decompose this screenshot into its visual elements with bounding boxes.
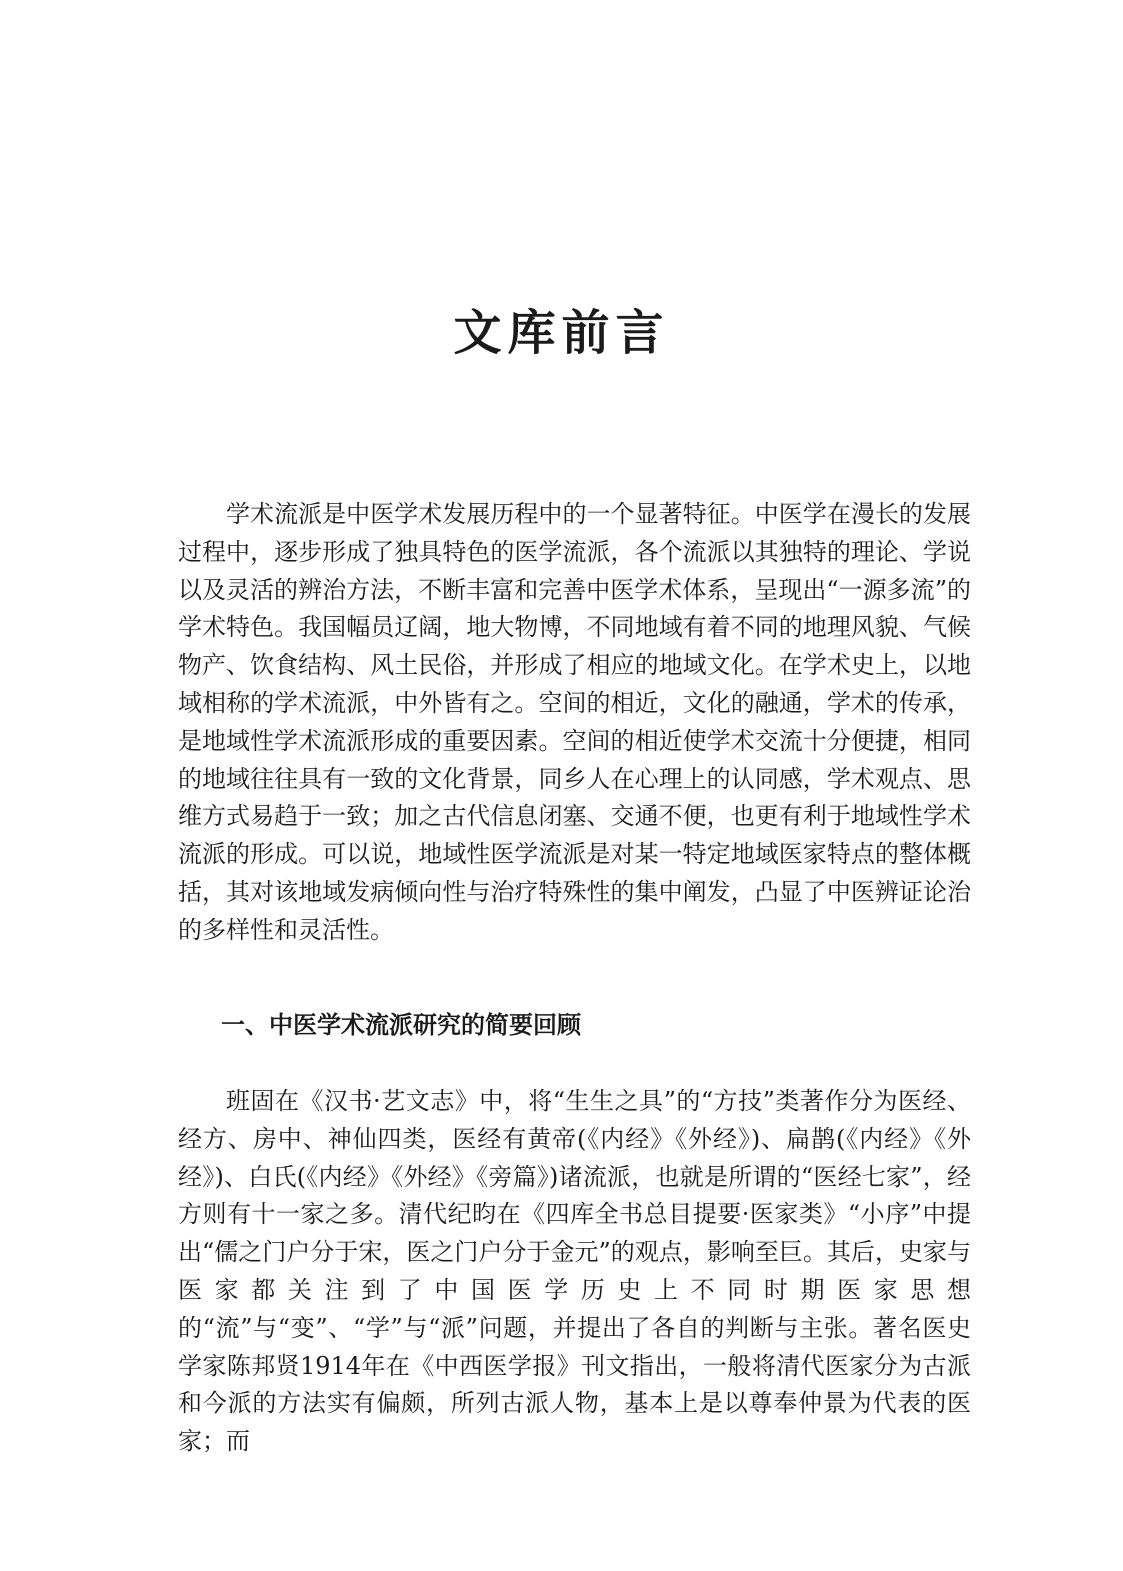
paragraph-history: 班固在《汉书·艺文志》中，将“生生之具”的“方技”类著作分为医经、经方、房中、神仙四类，医经有黄帝(《内经》《外经》)、扁鹊(《内经》《外经》)、白氏(《内经》《外经》《旁篇》)诸流派，也就是所谓的“医经七家”，经方则有十一家之多。清代纪昀在《四库全书总目提要·医家类》“小序”中提出“儒之门户分于宋，医之门户分于金元”的观点，影响至巨。其后，史家与医家都关注到了中国医学历史上不同时期医家思想的“流”与“变”、“学”与“派”问题，并提出了各自的判断与主张。著名医史学家陈邦贤1914年在《中西医学报》刊文指出，一般将清代医家分为古派和今派的方法实有偏颇，所列古派人物，基本上是以尊奉仲景为代表的医家；而 [178, 1087, 971, 1456]
section-heading: 一、中医学术流派研究的简要回顾 [221, 1011, 581, 1039]
paragraph-intro: 学术流派是中医学术发展历程中的一个显著特征。中医学在漫长的发展过程中，逐步形成了独具特色的医学流派，各个流派以其独特的理论、学说以及灵活的辨治方法，不断丰富和完善中医学术体系，呈现出“一源多流”的学术特色。我国幅员辽阔，地大物博，不同地域有着不同的地理风貌、气候物产、饮食结构、风土民俗，并形成了相应的地域文化。在学术史上，以地域相称的学术流派，中外皆有之。空间的相近，文化的融通，学术的传承，是地域性学术流派形成的重要因素。空间的相近使学术交流十分便捷，相同的地域往往具有一致的文化背景，同乡人在心理上的认同感，学术观点、思维方式易趋于一致；加之古代信息闭塞、交通不便，也更有利于地域性学术流派的形成。可以说，地域性医学流派是对某一特定地域医家特点的整体概括，其对该地域发病倾向性与治疗特殊性的集中阐发，凸显了中医辨证论治的多样性和灵活性。 [178, 500, 971, 944]
page-title: 文库前言 [453, 305, 670, 361]
